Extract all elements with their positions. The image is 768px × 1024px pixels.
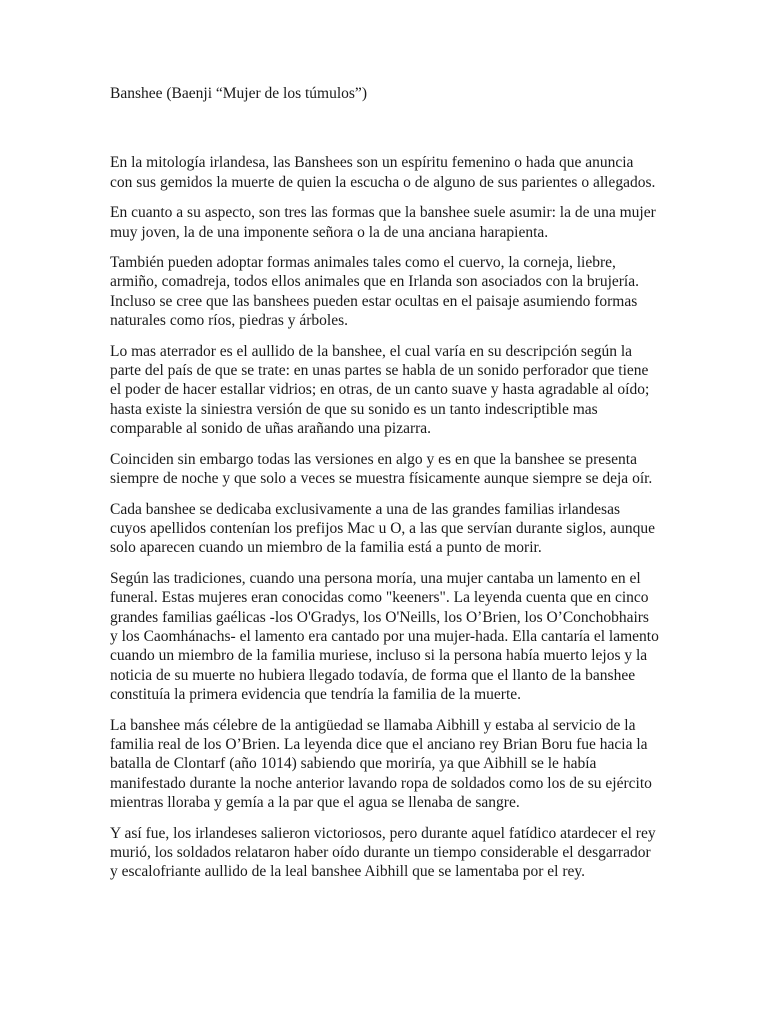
paragraph-line: Coinciden sin embargo todas las versiones en algo y es en que la banshee se presenta <box>110 450 637 468</box>
paragraph-line: Según las tradiciones, cuando una persona moría, una mujer cantaba un lamento en el <box>110 569 641 587</box>
paragraph-line: con sus gemidos la muerte de quien la escucha o de alguno de sus parientes o allegados. <box>110 173 656 191</box>
paragraph <box>110 824 668 882</box>
paragraph-line: comparable al sonido de uñas arañando una pizarra. <box>110 420 432 438</box>
paragraph <box>110 342 668 439</box>
paragraph-line: funeral. Estas mujeres eran conocidas como "keeners". La leyenda cuenta que en cinco <box>110 589 649 607</box>
paragraph-line: el poder de hacer estallar vidrios; en otras, de un canto suave y hasta agradable al oído; <box>110 381 650 399</box>
paragraph-line: En cuanto a su aspecto, son tres las formas que la banshee suele asumir: la de una mujer <box>110 204 656 222</box>
paragraph-line: La banshee más célebre de la antigüedad se llamaba Aibhill y estaba al servicio de la <box>110 716 636 734</box>
paragraph-line: solo aparecen cuando un miembro de la familia está a punto de morir. <box>110 539 542 557</box>
paragraph <box>110 716 668 813</box>
paragraph-line: muy joven, la de una imponente señora o la de una anciana harapienta. <box>110 223 549 241</box>
paragraph-line: constituía la primera evidencia que tendría la familia de la muerte. <box>110 686 521 704</box>
paragraph-line: También pueden adoptar formas animales tales como el cuervo, la corneja, liebre, <box>110 254 616 272</box>
paragraph-line: y escalofriante aullido de la leal banshee Aibhill que se lamentaba por el rey. <box>110 863 586 881</box>
document-body <box>110 153 668 881</box>
paragraph-line: parte del país de que se trate: en unas partes se habla de un sonido perforador que tiene <box>110 362 649 380</box>
paragraph-line: cuyos apellidos contenían los prefijos Mac u O, a las que servían durante siglos, aunque <box>110 519 655 537</box>
paragraph-line: Incluso se cree que las banshees pueden estar ocultas en el paisaje asumiendo formas <box>110 292 638 310</box>
paragraph-line: familia real de los O’Brien. La leyenda dice que el anciano rey Brian Boru fue hacia la <box>110 735 648 753</box>
paragraph-line: hasta existe la siniestra versión de que su sonido es un tanto indescriptible mas <box>110 400 598 418</box>
paragraph-line: naturales como ríos, piedras y árboles. <box>110 312 349 330</box>
paragraph <box>110 450 668 489</box>
paragraph-line: mientras lloraba y gemía a la par que el agua se llenaba de sangre. <box>110 794 520 812</box>
paragraph-line: noticia de su muerte no hubiera llegado todavía, de forma que el llanto de la banshee <box>110 666 636 684</box>
paragraph-line: siempre de noche y que solo a veces se muestra físicamente aunque siempre se deja oír. <box>110 470 653 488</box>
paragraph-line: y los Caomhánachs- el lamento era cantado por una mujer-hada. Ella cantaría el lamento <box>110 627 659 645</box>
paragraph <box>110 500 668 558</box>
paragraph-line: En la mitología irlandesa, las Banshees son un espíritu femenino o hada que anuncia <box>110 154 634 172</box>
paragraph-line: Cada banshee se dedicaba exclusivamente a una de las grandes familias irlandesas <box>110 500 621 518</box>
paragraph <box>110 203 668 242</box>
paragraph <box>110 153 668 192</box>
paragraph-line: cuando un miembro de la familia muriese, incluso si la persona había muerto lejos y la <box>110 647 648 665</box>
paragraph <box>110 253 668 331</box>
paragraph-line: manifestado durante la noche anterior lavando ropa de soldados como los de su ejército <box>110 774 652 792</box>
document-title: Banshee (Baenji “Mujer de los túmulos”) <box>110 85 367 102</box>
paragraph-line: murió, los soldados relataron haber oído durante un tiempo considerable el desgarrador <box>110 844 651 861</box>
paragraph-line: Y así fue, los irlandeses salieron victoriosos, pero durante aquel fatídico atardecer el rey <box>110 824 656 842</box>
paragraph-line: armiño, comadreja, todos ellos animales que en Irlanda son asociados con la brujería. <box>110 273 639 291</box>
paragraph-line: grandes familias gaélicas -los O'Gradys, los O'Neills, los O’Brien, los O’Conchobhairs <box>110 608 649 626</box>
paragraph <box>110 569 668 705</box>
paragraph-line: batalla de Clontarf (año 1014) sabiendo que moriría, ya que Aibhill se le había <box>110 755 597 773</box>
paragraph-line: Lo mas aterrador es el aullido de la banshee, el cual varía en su descripción según la <box>110 342 633 360</box>
